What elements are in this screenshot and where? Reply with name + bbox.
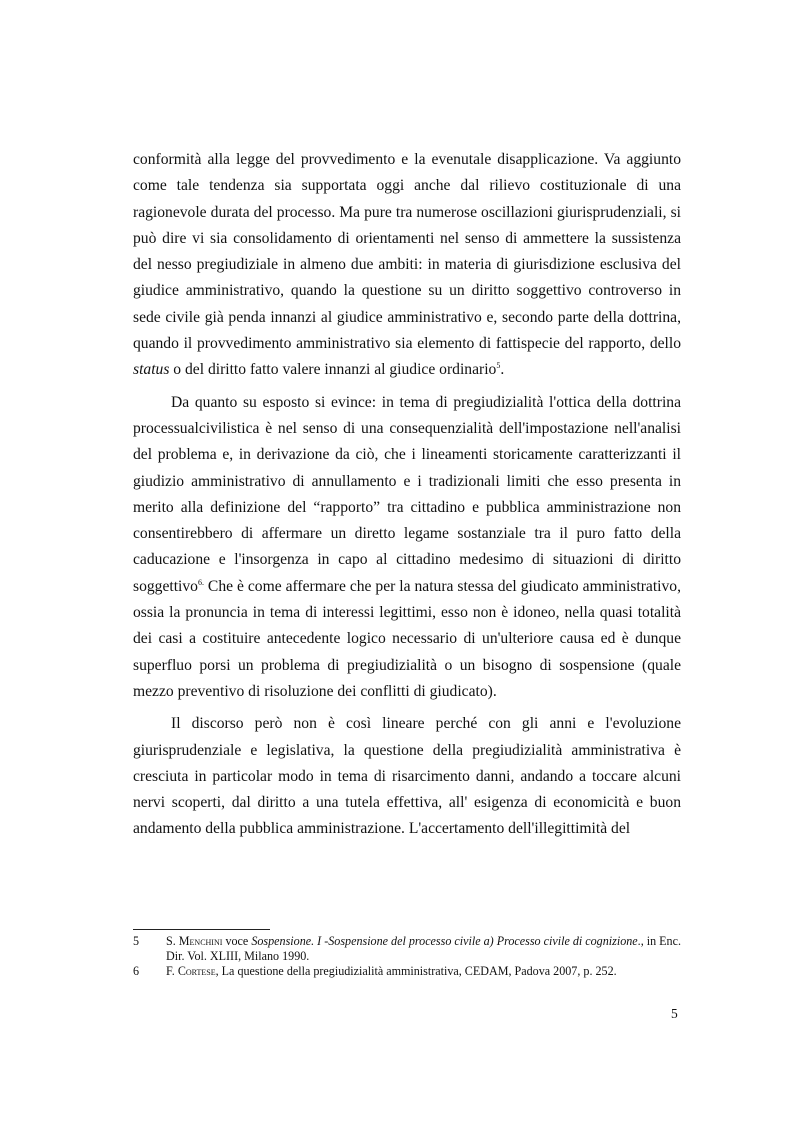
paragraph-text: Che è come affermare che per la natura stessa del giudicato amministrativo, ossia la pronuncia in tema di interessi legittimi, esso non è idoneo, nella quasi totalità dei casi a costituire antecedente logico necessario di un'ulteriore causa ed è dunque superfluo porsi un problema di pregiudizialità o un bisogno di sospensione (quale mezzo preventivo di risoluzione dei conflitti di giudicato). — [133, 577, 681, 700]
page-number: 5 — [671, 1006, 678, 1021]
footnote-text-part: voce — [222, 934, 252, 948]
work-title: Sospensione. I -Sospensione del processo civile a) Processo civile di cognizione — [251, 934, 638, 948]
footnote-number: 5 — [133, 934, 140, 948]
paragraph-text: . — [500, 361, 505, 379]
italic-term: status — [133, 361, 170, 379]
footnote-text — [166, 964, 693, 979]
footnote-separator — [133, 929, 270, 930]
footnote-text — [166, 934, 693, 964]
paragraph-text: Il discorso però non è così lineare perché con gli anni e l'evoluzione giurisprudenziale e legislativa, la questione della pregiudizialità amministrativa è cresciuta in particolar modo in tema di risarcimento danni, andando a toccare alcuni nervi scoperti, dal diritto a una tutela effettiva, all' esigenza di economicità e buon andamento della pubblica amministrazione. L'accertamento dell'illegittimità del — [133, 715, 681, 838]
footnote-reference: 6. — [197, 577, 204, 587]
footnote — [133, 964, 693, 979]
author-name: Menchini — [178, 934, 223, 948]
footnote-text-part: , La questione della pregiudizialità amministrativa, CEDAM, Padova 2007, p. 252. — [215, 964, 617, 979]
footnotes — [133, 934, 693, 980]
author-name: Cortese — [177, 964, 216, 979]
paragraph — [133, 711, 681, 842]
footnote-number: 6 — [133, 964, 140, 979]
body-text — [133, 147, 681, 849]
footnote — [133, 934, 693, 964]
paragraph-text: conformità alla legge del provvedimento e la evenutale disapplicazione. Va aggiunto come tale tendenza sia supportata oggi anche dal rilievo costituzionale di una ragionevole durata del processo. Ma pure tra numerose oscillazioni giurisprudenziali, si può dire vi sia consolidamento di orientamenti nel senso di ammettere la sussistenza del nesso pregiudiziale in almeno due ambiti: in materia di giurisdizione esclusiva del giudice amministrativo, quando la questione su un diritto soggettivo controverso in sede civile già penda innanzi al giudice amministrativo e, secondo parte della dottrina, quando il provvedimento amministrativo sia elemento di fattispecie del rapporto, dello — [133, 151, 681, 353]
paragraph — [133, 147, 681, 384]
paragraph-text: Da quanto su esposto si evince: in tema di pregiudizialità l'ottica della dottrina processualcivilistica è nel senso di una consequenzialità dell'impostazione nell'analisi del problema e, in derivazione da ciò, che i lineamenti storicamente caratterizzanti il giudizio amministrativo di annullamento e i tradizionali limiti che esso presenta in merito alla definizione del “rapporto” tra cittadino e pubblica amministrazione non consentirebbero di affermare un diretto legame sostanziale tra il puro fatto della caducazione e l'insorgenza in capo al cittadino medesimo di situazioni di diritto soggettivo — [133, 393, 681, 595]
paragraph-text: o del diritto fatto valere innanzi al giudice ordinario — [169, 361, 497, 379]
author-initial: S. — [166, 934, 179, 948]
author-initial: F. — [166, 964, 178, 979]
paragraph — [133, 390, 681, 706]
footnote-text-part: ., in Enc. Dir. Vol. XLIII, Milano 1990. — [166, 934, 681, 964]
footnote-reference: 5 — [496, 361, 501, 371]
